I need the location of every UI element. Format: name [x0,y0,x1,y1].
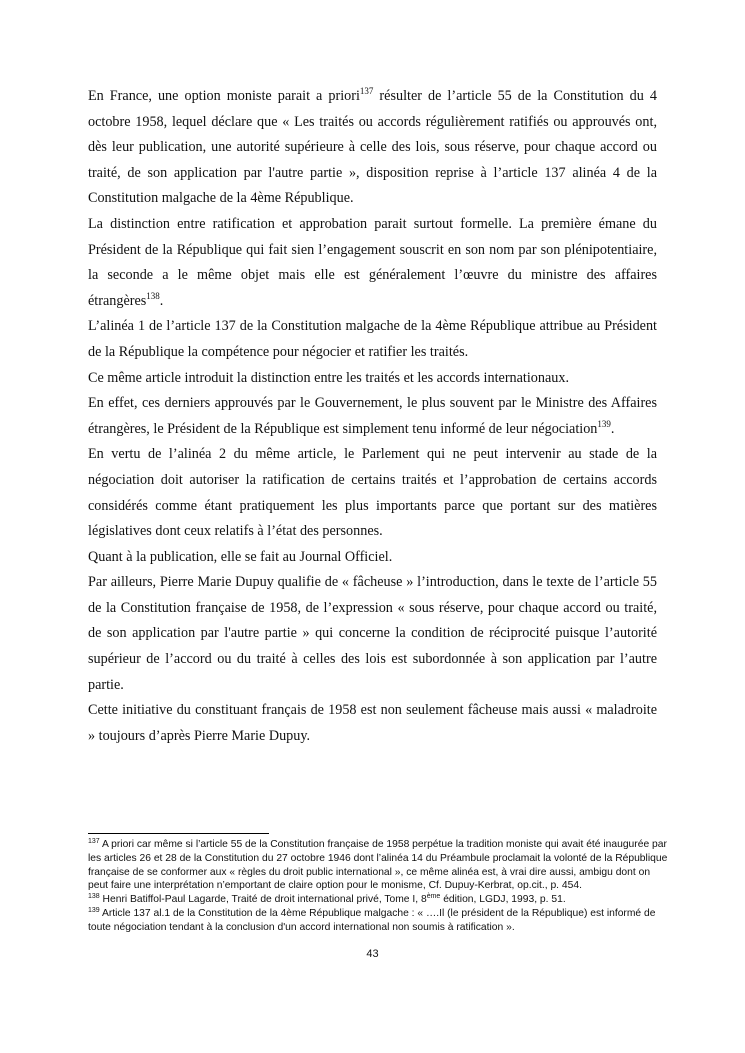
paragraph-6: En vertu de l’alinéa 2 du même article, le Parlement qui ne peut intervenir au stade de la négociation doit autoriser la ratification de certains traités et l’approbation de certains accords considérés comme étant pratiquement les plus importants parce que portant sur des matières législatives dont ceux relatifs à l’état des personnes. [88,446,657,540]
footnote-ref-137: 137 [359,86,374,96]
paragraph-2: La distinction entre ratification et approbation parait surtout formelle. La première émane du Président de la République qui fait sien l’engagement souscrit en son nom par son plénipotentiaire, la seconde a le même objet mais elle est généralement l’œuvre du ministre des affaires étrangères$^{138}$. [88,215,657,309]
page-number: 43 [366,948,379,960]
paragraph-5: En effet, ces derniers approuvés par le Gouvernement, le plus souvent par le Ministre des Affaires étrangères, le Président de la République est simplement tenu informé de leur négociation$^{139}$. [88,395,657,437]
paragraph-7: Quant à la publication, elle se fait au Journal Officiel. [88,548,393,565]
footnote-ref-138: 138 [146,290,160,301]
footnote-separator [88,833,269,834]
paragraph-9: Cette initiative du constituant français de 1958 est non seulement fâcheuse mais aussi « maladroite » toujours d’après Pierre Marie Dupuy. [88,702,657,744]
paragraph-8: Par ailleurs, Pierre Marie Dupuy qualifie de « fâcheuse » l’introduction, dans le texte de l’article 55 de la Constitution française de 1958, de l’expression « sous réserve, pour chaque accord ou traité, de son application par l'autre partie » qui concerne la condition de réciprocité puisque l’autorité supérieur de l’accord ou du traité à celles des lois est subordonnée à son application par l’autre partie. [88,574,657,693]
footnote-138: $^{138}$ Henri Batiffol-Paul Lagarde, Traité de droit international privé, Tome I, 8ème édition, LGDJ, 1993, p. 51. [88,893,566,906]
body-text [88,84,657,749]
footnote-137: $^{137}$ A priori car même si l’article 55 de la Constitution française de 1958 perpétue la tradition moniste qui avait été inaugurée par les articles 26 et 28 de la Constitution du 27 octobre 1946 dont l’alinéa 14 du Préambule proclamait la volonté de la République française de se conformer aux « règles du droit public international », ce même alinéa est, à vrai dire aussi, ambigu dont on peut faire une interprétation n’emportant de claire option pour le monisme, Cf. Dupuy-Kerbrat, op.cit., p. 454. [88,838,668,892]
footnotes [88,838,668,935]
paragraph-3: L’alinéa 1 de l’article 137 de la Constitution malgache de la 4ème République attribue au Président de la République la compétence pour négocier et ratifier les traités. [88,318,657,360]
paragraph-1: En France, une option moniste parait a priori$^{137}$ résulter de l’article 55 de la Constitution du 4 octobre 1958, lequel déclare que « Les traités ou accords régulièrement ratifiés ou approuvés ont, dès leur publication, une autorité supérieure à celle des lois, sous réserve, pour chaque accord ou traité, de son application par l'autre partie », disposition reprise à l’article 137 alinéa 4 de la Constitution malgache de la 4ème République. [88,86,657,207]
footnote-139: $^{139}$ Article 137 al.1 de la Constitution de la 4ème République malgache : « ….Il (le président de la République) est informé de toute négociation tendant à la conclusion d'un accord international non soumis à ratification ». [88,906,656,933]
paragraph-4: Ce même article introduit la distinction entre les traités et les accords internationaux. [88,369,570,386]
footnote-ref-139: 139 [597,418,611,429]
